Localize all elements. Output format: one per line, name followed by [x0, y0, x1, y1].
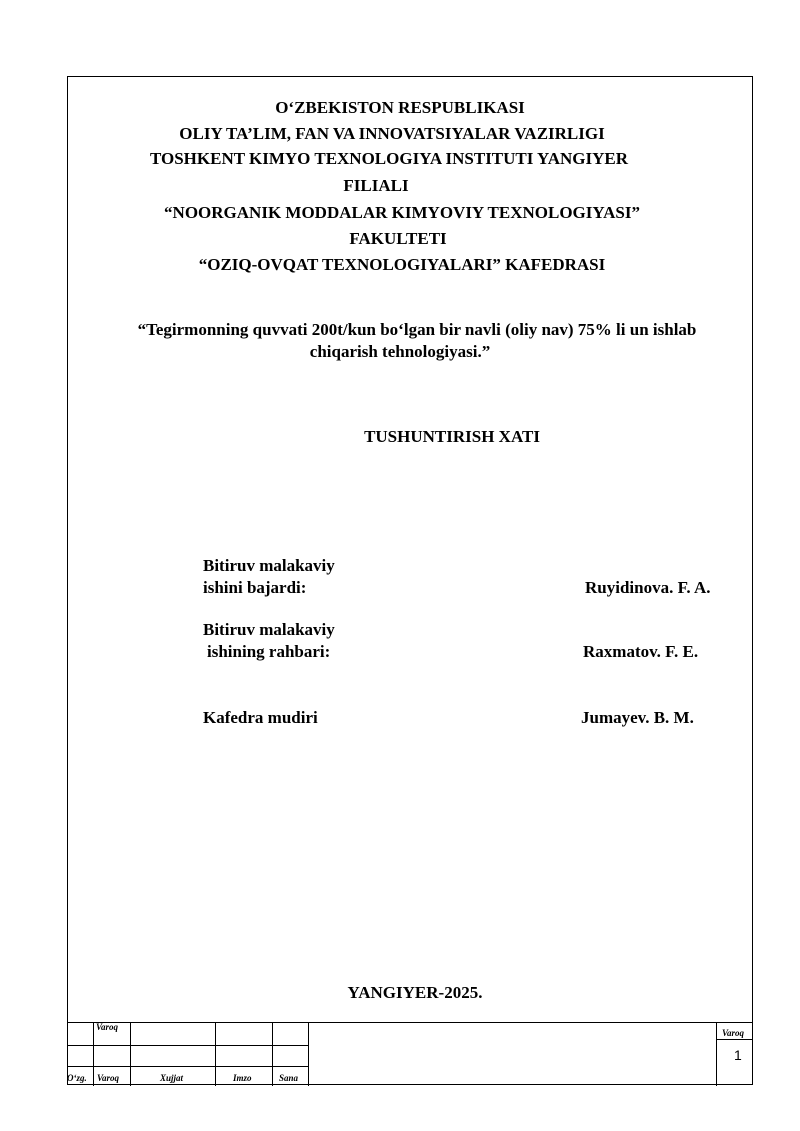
header-ministry: OLIY TA’LIM, FAN VA INNOVATSIYALAR VAZIRLIGI [179, 124, 605, 143]
header-faculty-label: FAKULTETI [349, 229, 447, 248]
stamp-varoq-label: Varoq [97, 1073, 120, 1083]
header-department: “OZIQ-OVQAT TEXNOLOGIYALARI” KAFEDRASI [198, 255, 606, 274]
student-name: Ruyidinova. F. A. [585, 578, 711, 597]
supervisor-name: Raxmatov. F. E. [583, 642, 699, 661]
place-year: YANGIYER-2025. [347, 983, 483, 1002]
header-republic: O‘ZBEKISTON RESPUBLIKASI [275, 98, 525, 117]
stamp-varoq-top: Varoq [96, 1022, 119, 1032]
topic-line-2: chiqarish tehnologiyasi.” [309, 342, 491, 361]
head-of-department-name: Jumayev. B. M. [581, 708, 694, 727]
student-role-line-1: Bitiruv malakaviy [203, 556, 335, 575]
page-number: 1 [734, 1047, 742, 1063]
head-of-department-role: Kafedra mudiri [203, 708, 318, 727]
header-branch: FILIALI [343, 176, 409, 195]
header-faculty-name: “NOORGANIK MODDALAR KIMYOVIY TEXNOLOGIYASI” [164, 203, 640, 222]
stamp-imzo-label: Imzo [233, 1073, 252, 1083]
supervisor-role-line-1: Bitiruv malakaviy [203, 620, 335, 639]
topic-line-1: “Tegirmonning quvvati 200t/kun bo‘lgan bir navli (oliy nav) 75% li un ishlab [137, 320, 697, 339]
stamp-sana-label: Sana [279, 1073, 299, 1083]
supervisor-role-line-2: ishining rahbari: [207, 642, 331, 661]
student-role-line-2: ishini bajardi: [203, 578, 307, 597]
stamp-ozg-label: O‘zg. [67, 1073, 87, 1083]
document-title: TUSHUNTIRISH XATI [364, 427, 540, 446]
header-institute: TOSHKENT KIMYO TEXNOLOGIYA INSTITUTI YANGIYER [149, 149, 629, 168]
title-block [67, 1022, 753, 1085]
stamp-xujjat-label: Xujjat [160, 1073, 184, 1083]
stamp-right-varoq-label: Varoq [722, 1028, 745, 1038]
